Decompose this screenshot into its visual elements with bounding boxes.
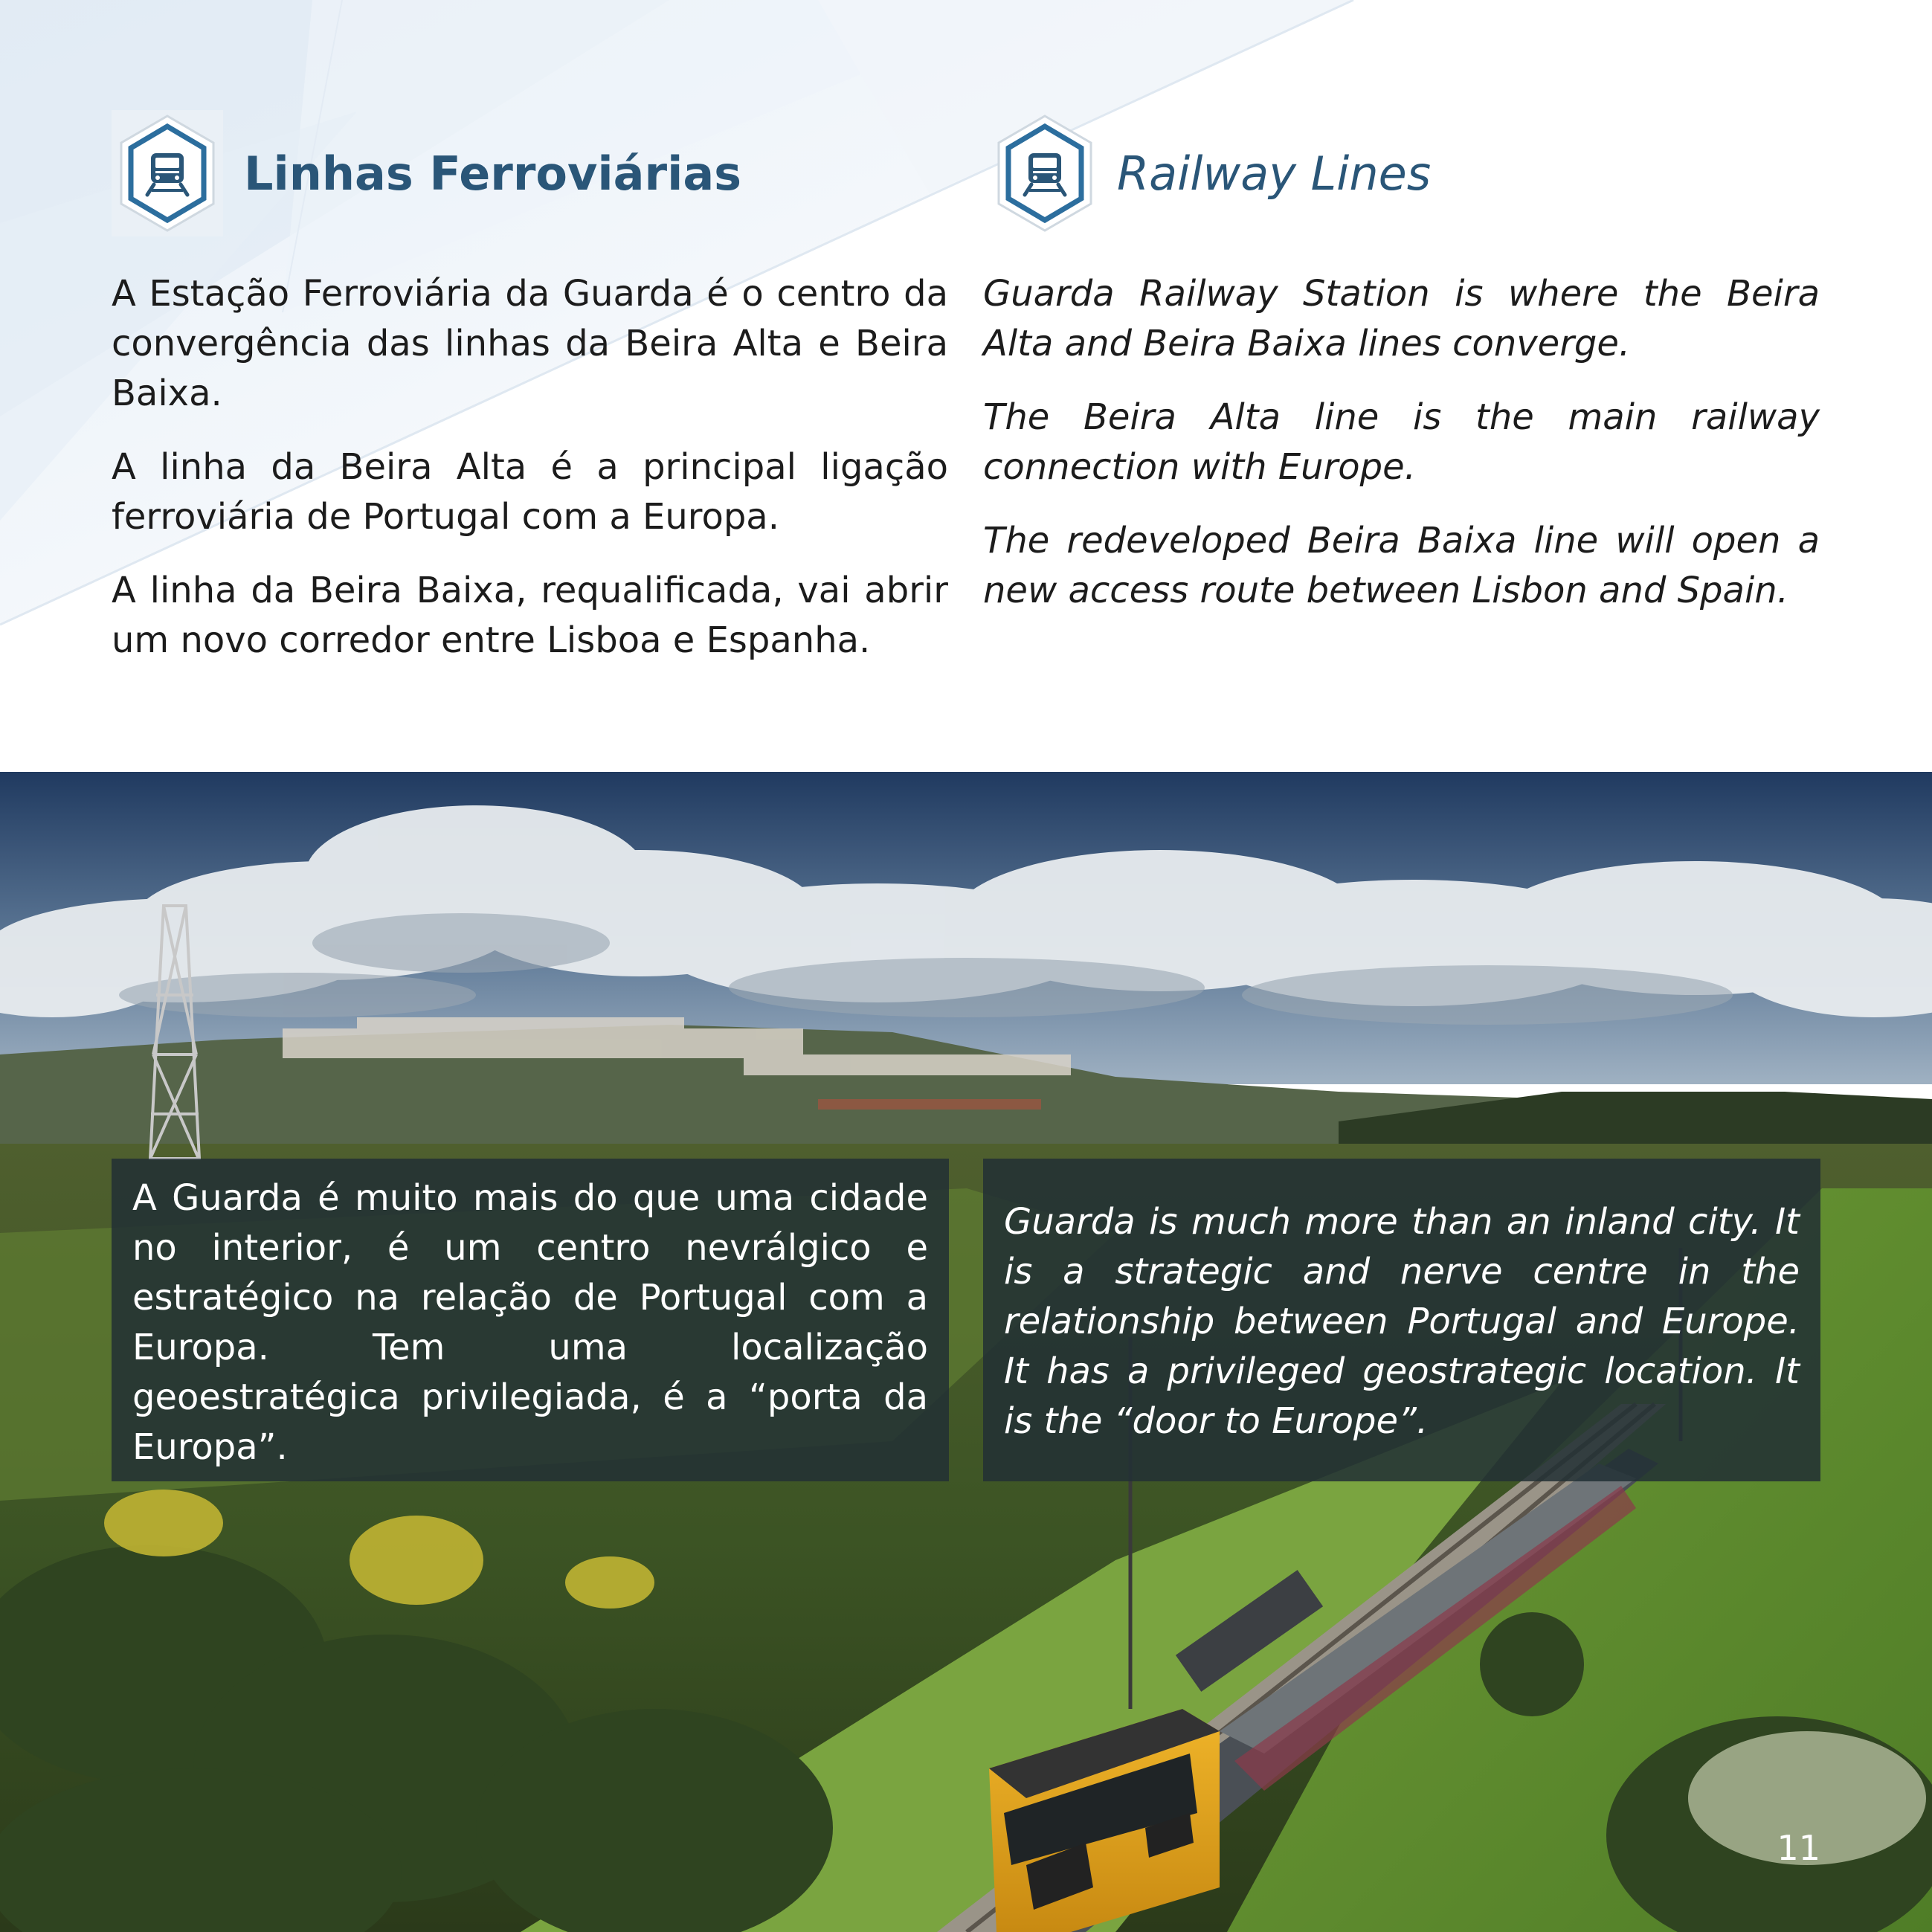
section-title-pt: Linhas Ferroviárias [244,146,742,201]
section-header-en [989,110,1431,236]
overlay-text-pt [112,1159,949,1481]
paragraph: A linha da Beira Alta é a principal ligação ferroviária de Portugal com a Europa. [112,446,948,538]
overlay-paragraph: A Guarda é muito mais do que uma cidade no interior, é um centro nevrálgico e estratégico na relação de Portugal com a Europa. Tem uma localização geoestratégica privilegiada, é a “porta da Europa”. [132,1177,928,1468]
train-icon [112,110,223,236]
paragraph: A linha da Beira Baixa, requalificada, vai abrir um novo corredor entre Lisboa e Espanha. [112,570,948,661]
overlay-paragraph: Guarda is much more than an inland city. It is a strategic and nerve centre in the relationship between Portugal and Europe. It has a privileged geostrategic location. It is the “door to Europe”. [1004,1201,1800,1442]
overlay-text-en [983,1159,1820,1481]
section-title-en: Railway Lines [1117,146,1432,201]
train-icon [989,110,1101,236]
body-text-pt [112,269,948,689]
paragraph: A Estação Ferroviária da Guarda é o centro da convergência das linhas da Beira Alta e Beira Baixa. [112,273,948,414]
section-header-pt [112,110,741,236]
paragraph: Guarda Railway Station is where the Beira Alta and Beira Baixa lines converge. [983,273,1820,364]
body-text-en [983,269,1820,640]
paragraph: The redeveloped Beira Baixa line will open a new access route between Lisbon and Spain. [983,520,1820,611]
page-number: 11 [1777,1828,1820,1868]
paragraph: The Beira Alta line is the main railway connection with Europe. [983,396,1820,488]
